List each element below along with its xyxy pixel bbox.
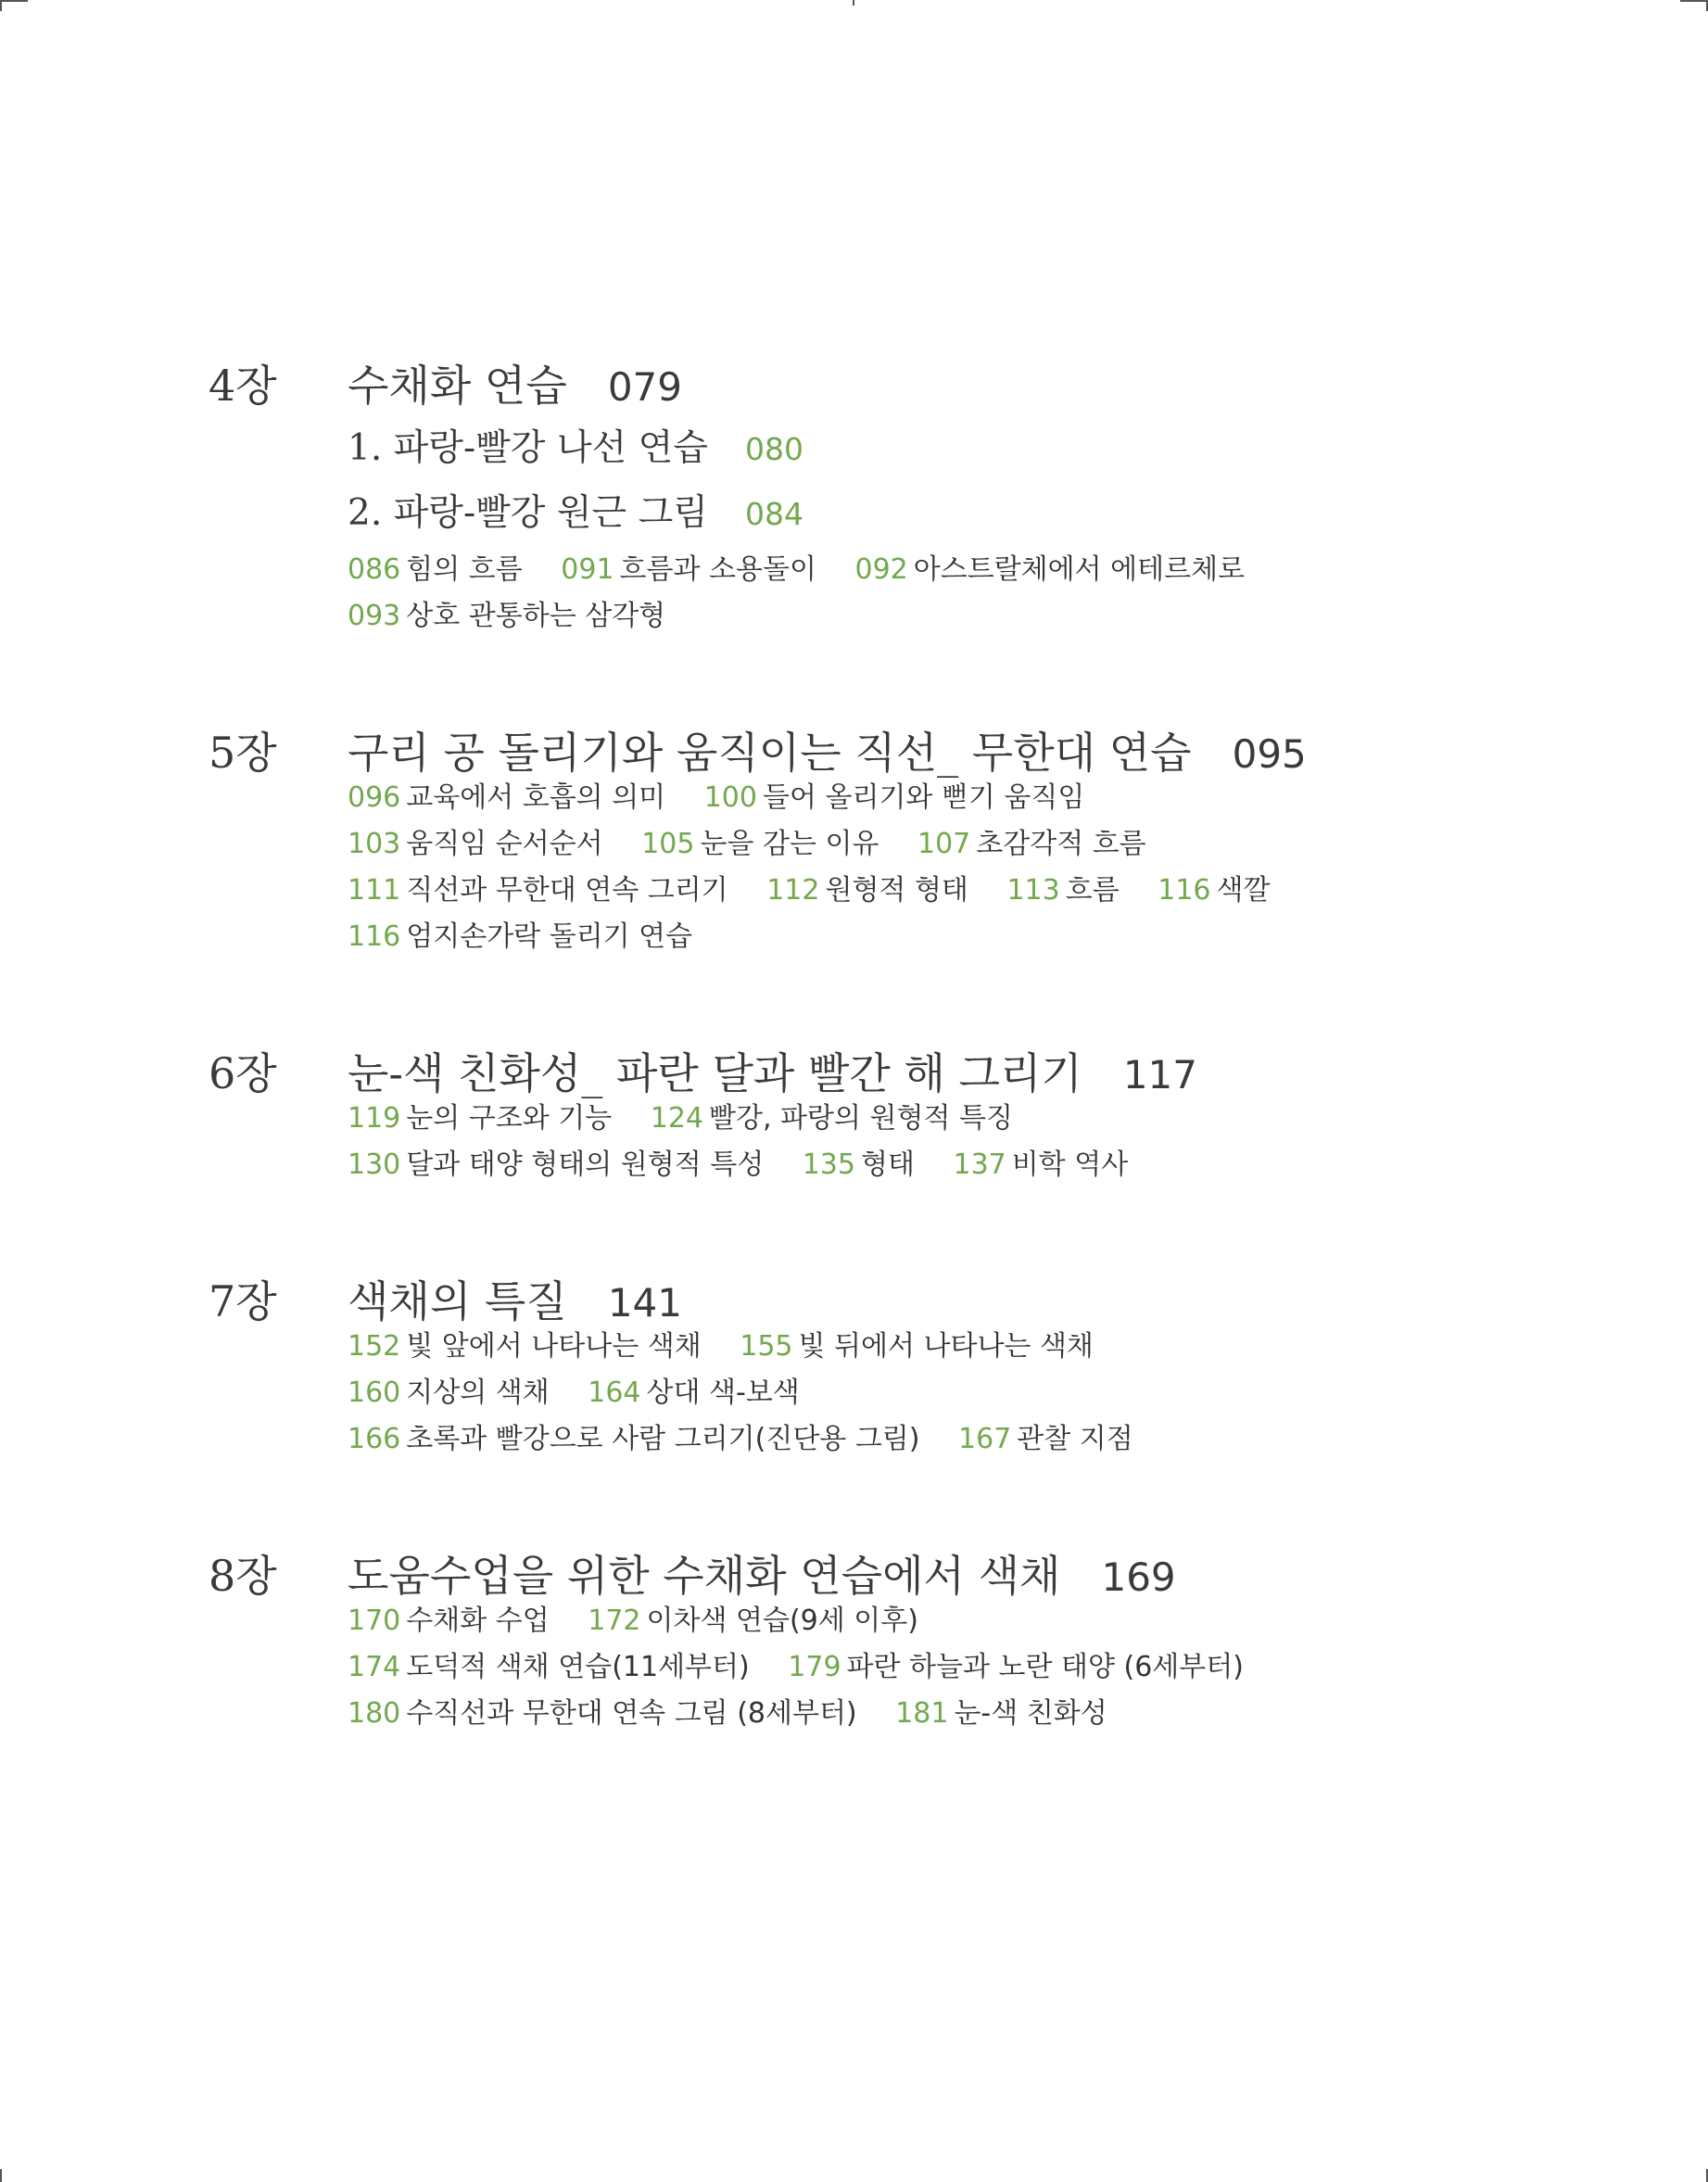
entry-title: 도덕적 색채 연습(11세부터) (406, 1651, 750, 1683)
entry-title: 원형적 형태 (825, 874, 968, 907)
toc-entry[interactable] (704, 775, 1085, 821)
chapter-title: 눈-색 친화성_ 파란 달과 빨간 해 그리기 (348, 1048, 1082, 1098)
entry-title: 아스트랄체에서 에테르체로 (913, 553, 1246, 586)
toc-entry[interactable] (561, 547, 816, 593)
toc-entry[interactable] (348, 1370, 550, 1416)
entry-page-number: 103 (348, 828, 401, 860)
toc-entry[interactable] (740, 1324, 1094, 1370)
entry-page-number: 170 (348, 1605, 401, 1637)
entry-page-number: 096 (348, 781, 401, 814)
chapter-page-number: 169 (1101, 1554, 1176, 1600)
toc-entry[interactable] (348, 1416, 919, 1463)
chapter-page-number: 095 (1232, 731, 1307, 777)
entry-title: 초록과 빨강으로 사람 그리기(진단용 그림) (406, 1423, 920, 1455)
entry-line (348, 547, 1645, 593)
subsection-page-number: 084 (744, 496, 803, 532)
toc-entry[interactable] (348, 868, 728, 914)
entry-page-number: 112 (766, 874, 820, 907)
entry-page-number: 116 (348, 920, 401, 953)
entry-line (348, 1370, 1645, 1416)
toc-entry[interactable] (348, 1096, 612, 1142)
toc-entry[interactable] (855, 547, 1246, 593)
chapter-label: 5장 (209, 728, 277, 778)
subsection-title: 1. 파랑-빨강 나선 연습 (348, 427, 708, 469)
entry-title: 눈을 감는 이유 (700, 828, 879, 860)
chapter-label: 6장 (209, 1048, 277, 1098)
chapter-title: 수채화 연습 (348, 361, 567, 411)
chapter-page-number: 117 (1122, 1052, 1197, 1097)
entry-page-number: 111 (348, 874, 401, 907)
toc-entry[interactable] (348, 1691, 857, 1737)
entry-page-number: 135 (802, 1148, 855, 1181)
entry-page-number: 107 (917, 828, 971, 860)
entry-title: 달과 태양 형태의 원형적 특성 (406, 1148, 765, 1181)
chapter-body (348, 1040, 1645, 1188)
chapter-label: 7장 (209, 1276, 277, 1326)
chapter-title: 구리 공 돌리기와 움직이는 직선_ 무한대 연습 (348, 728, 1192, 778)
toc-entry[interactable] (954, 1142, 1129, 1188)
entry-page-number: 130 (348, 1148, 401, 1181)
crop-mark (0, 0, 28, 2)
entry-page-number: 119 (348, 1102, 401, 1135)
toc-entry[interactable] (348, 1324, 702, 1370)
entry-page-number: 086 (348, 553, 401, 586)
toc-entry[interactable] (348, 775, 665, 821)
entry-page-number: 137 (953, 1148, 1006, 1181)
entry-line (348, 868, 1645, 914)
entry-page-number: 166 (348, 1423, 401, 1455)
entry-line (348, 1416, 1645, 1463)
entry-line (348, 821, 1645, 868)
toc-entry[interactable] (348, 1598, 550, 1644)
entry-title: 교육에서 호흡의 의미 (406, 781, 666, 814)
toc-entry[interactable] (348, 1142, 764, 1188)
entry-page-number: 174 (348, 1651, 401, 1683)
entry-title: 빨강, 파랑의 원형적 특징 (709, 1102, 1013, 1135)
entry-page-number: 091 (561, 553, 614, 586)
entry-title: 상대 색-보색 (646, 1376, 800, 1409)
chapter-title-row[interactable] (348, 1542, 1645, 1600)
entry-page-number: 172 (588, 1605, 641, 1637)
toc-entry[interactable] (1158, 868, 1270, 914)
toc-entry[interactable] (788, 1644, 1244, 1691)
toc-entry[interactable] (651, 1096, 1013, 1142)
entry-title: 눈-색 친화성 (954, 1697, 1107, 1730)
entry-page-number: 160 (348, 1376, 401, 1409)
toc-entry[interactable] (348, 821, 603, 868)
entry-title: 관찰 지점 (1017, 1423, 1133, 1455)
entry-title: 흐름 (1065, 874, 1120, 907)
entry-title: 힘의 흐름 (406, 553, 523, 586)
entry-title: 엄지손가락 돌리기 연습 (406, 920, 693, 953)
entry-page-number: 167 (958, 1423, 1012, 1455)
entry-title: 지상의 색채 (406, 1376, 550, 1409)
chapter-title-row[interactable] (348, 352, 1645, 410)
entry-page-number: 181 (895, 1697, 949, 1730)
chapter-title: 도움수업을 위한 수채화 연습에서 색채 (348, 1551, 1061, 1601)
toc-entry[interactable] (958, 1416, 1133, 1463)
entry-page-number: 113 (1006, 874, 1060, 907)
chapter-title-row[interactable] (348, 1268, 1645, 1326)
subsection-title: 2. 파랑-빨강 원근 그림 (348, 492, 708, 534)
entry-title: 들어 올리기와 뻗기 움직임 (762, 781, 1085, 814)
entry-title: 수직선과 무한대 연속 그림 (8세부터) (406, 1697, 857, 1730)
toc-entry[interactable] (348, 914, 692, 960)
chapter-page-number: 079 (607, 364, 682, 410)
entry-page-number: 180 (348, 1697, 401, 1730)
entry-title: 수채화 수업 (406, 1605, 550, 1637)
entry-title: 색깔 (1216, 874, 1271, 907)
entry-title: 파란 하늘과 노란 태양 (6세부터) (846, 1651, 1244, 1683)
crop-mark (853, 0, 854, 6)
entry-line (348, 914, 1645, 960)
toc-entry[interactable] (766, 868, 968, 914)
entry-title: 직선과 무한대 연속 그리기 (406, 874, 728, 907)
entry-line (348, 1324, 1645, 1370)
subsection[interactable] (348, 484, 1645, 547)
crop-mark (1680, 0, 1708, 2)
entry-page-number: 179 (788, 1651, 841, 1683)
entry-line (348, 593, 1645, 640)
chapter-page-number: 141 (607, 1280, 682, 1326)
chapter-body (348, 719, 1645, 960)
entry-page-number: 105 (641, 828, 695, 860)
toc-entry[interactable] (1006, 868, 1119, 914)
toc-entry[interactable] (917, 821, 1146, 868)
entry-page-number: 155 (740, 1330, 793, 1363)
entry-page-number: 116 (1158, 874, 1211, 907)
subsection-page-number: 080 (744, 431, 803, 467)
entry-line (348, 1142, 1645, 1188)
entry-title: 상호 관통하는 삼각형 (406, 600, 666, 632)
entry-title: 움직임 순서순서 (406, 828, 603, 860)
entry-page-number: 124 (650, 1102, 704, 1135)
entry-line (348, 1598, 1645, 1644)
entry-title: 비학 역사 (1011, 1148, 1129, 1181)
entry-title: 형태 (860, 1148, 915, 1181)
chapter-body (348, 1268, 1645, 1463)
entry-page-number: 092 (854, 553, 908, 586)
chapter-title-row[interactable] (348, 719, 1645, 777)
entry-page-number: 164 (588, 1376, 641, 1409)
entry-page-number: 152 (348, 1330, 401, 1363)
entry-title: 이차색 연습(9세 이후) (646, 1605, 918, 1637)
entry-title: 눈의 구조와 기능 (406, 1102, 613, 1135)
toc-entry[interactable] (348, 1644, 750, 1691)
entry-title: 초감각적 흐름 (976, 828, 1146, 860)
entry-page-number: 093 (348, 600, 401, 632)
toc-entry[interactable] (348, 593, 665, 640)
subsection[interactable] (348, 419, 1645, 484)
chapter-body (348, 352, 1645, 640)
entry-line (348, 1691, 1645, 1737)
chapter-label: 4장 (209, 361, 277, 411)
crop-mark (0, 2169, 2, 2182)
entry-title: 빛 뒤에서 나타나는 색채 (798, 1330, 1094, 1363)
toc-entry[interactable] (588, 1370, 800, 1416)
entry-line (348, 775, 1645, 821)
toc-entry[interactable] (895, 1691, 1107, 1737)
toc-entry[interactable] (641, 821, 879, 868)
toc-entry[interactable] (588, 1598, 918, 1644)
entry-page-number: 100 (703, 781, 757, 814)
entry-title: 빛 앞에서 나타나는 색채 (406, 1330, 702, 1363)
chapter-body (348, 1542, 1645, 1737)
chapter-label: 8장 (209, 1551, 277, 1601)
entry-title: 흐름과 소용돌이 (619, 553, 816, 586)
entry-line (348, 1096, 1645, 1142)
chapter-title-row[interactable] (348, 1040, 1645, 1097)
toc-entry[interactable] (803, 1142, 915, 1188)
chapter-title: 색채의 특질 (348, 1276, 567, 1326)
toc-entry[interactable] (348, 547, 523, 593)
entry-line (348, 1644, 1645, 1691)
